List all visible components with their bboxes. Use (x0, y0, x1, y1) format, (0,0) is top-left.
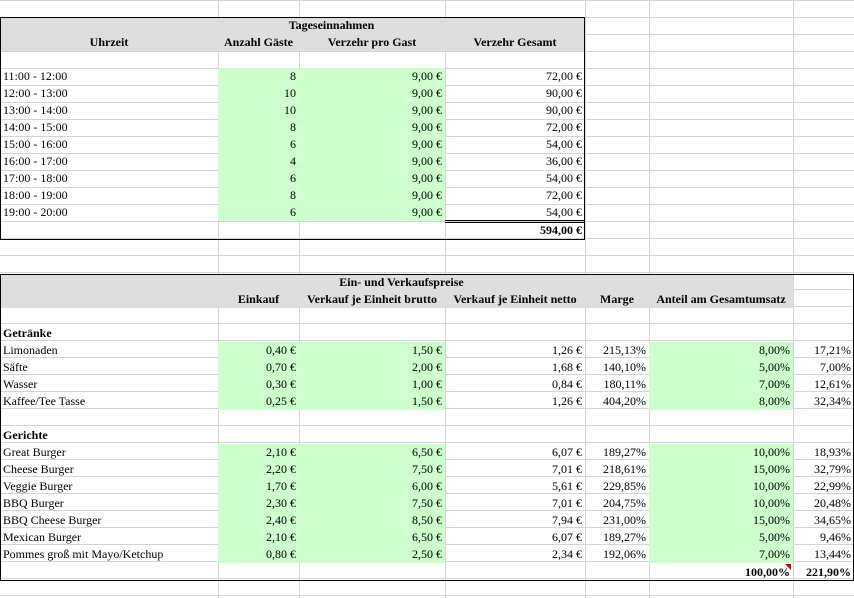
cell-share[interactable]: 10,00% (753, 479, 790, 493)
cell-sale-gross[interactable]: 6,00 € (412, 479, 442, 493)
cell-purchase[interactable]: 2,20 € (266, 462, 296, 476)
cell-sale-net[interactable]: 1,26 € (552, 394, 582, 408)
cell-item-name[interactable]: Kaffee/Tee Tasse (3, 394, 86, 408)
cell-spend-per-guest[interactable]: 9,00 € (412, 103, 442, 117)
header-margin: Marge (600, 292, 634, 306)
cell-spend-per-guest[interactable]: 9,00 € (412, 205, 442, 219)
header-purchase: Einkauf (237, 292, 280, 306)
cell-guests[interactable]: 4 (290, 154, 296, 168)
cell-sale-net[interactable]: 6,07 € (552, 445, 582, 459)
cell-spend-total[interactable]: 90,00 € (546, 103, 582, 117)
cell-purchase[interactable]: 0,40 € (266, 343, 296, 357)
cell-spend-per-guest[interactable]: 9,00 € (412, 69, 442, 83)
cell-spend-total[interactable]: 72,00 € (546, 120, 582, 134)
cell-spend-total[interactable]: 36,00 € (546, 154, 582, 168)
cell-guests[interactable]: 6 (290, 171, 296, 185)
cell-item-name[interactable]: Säfte (3, 360, 28, 374)
cell-time[interactable]: 13:00 - 14:00 (3, 103, 68, 117)
cell-sale-gross[interactable]: 2,00 € (412, 360, 442, 374)
cell-spend-per-guest[interactable]: 9,00 € (412, 171, 442, 185)
group-heading: Gerichte (3, 428, 48, 442)
cell-spend-total[interactable]: 90,00 € (546, 86, 582, 100)
cell-item-name[interactable]: Great Burger (3, 445, 66, 459)
cell-item-name[interactable]: Limonaden (3, 343, 58, 357)
cell-purchase[interactable]: 1,70 € (266, 479, 296, 493)
cell-item-name[interactable]: Pommes groß mit Mayo/Ketchup (3, 547, 164, 561)
cell-sale-net[interactable]: 1,68 € (552, 360, 582, 374)
cell-sale-gross[interactable]: 6,50 € (412, 445, 442, 459)
cell-sale-gross[interactable]: 1,50 € (412, 343, 442, 357)
cell-spend-per-guest[interactable]: 9,00 € (412, 137, 442, 151)
cell-sale-gross[interactable]: 6,50 € (412, 530, 442, 544)
cell-item-name[interactable]: Mexican Burger (3, 530, 82, 544)
cell-item-name[interactable]: Cheese Burger (3, 462, 74, 476)
cell-margin[interactable]: 140,10% (603, 360, 646, 374)
cell-purchase[interactable]: 2,10 € (266, 445, 296, 459)
cell-weighted-margin[interactable]: 13,44% (814, 547, 851, 561)
cell-sale-net[interactable]: 7,01 € (552, 496, 582, 510)
cell-share[interactable]: 7,00% (759, 547, 790, 561)
cell-spend-total[interactable]: 54,00 € (546, 137, 582, 151)
cell-guests[interactable]: 8 (290, 69, 296, 83)
cell-weighted-margin[interactable]: 34,65% (814, 513, 851, 527)
cell-margin[interactable]: 189,27% (603, 445, 646, 459)
cell-margin[interactable]: 231,00% (603, 513, 646, 527)
cell-margin[interactable]: 189,27% (603, 530, 646, 544)
cell-margin[interactable]: 404,20% (603, 394, 646, 408)
cell-guests[interactable]: 10 (284, 103, 296, 117)
cell-purchase[interactable]: 2,30 € (266, 496, 296, 510)
cell-time[interactable]: 14:00 - 15:00 (3, 120, 68, 134)
header-time: Uhrzeit (89, 35, 129, 49)
cell-weighted-margin[interactable]: 32,79% (814, 462, 851, 476)
cell-sale-gross[interactable]: 2,50 € (412, 547, 442, 561)
cell-time[interactable]: 17:00 - 18:00 (3, 171, 68, 185)
cell-sale-gross[interactable]: 7,50 € (412, 462, 442, 476)
cell-guests[interactable]: 6 (290, 205, 296, 219)
cell-item-name[interactable]: Wasser (3, 377, 38, 391)
cell-time[interactable]: 11:00 - 12:00 (3, 69, 68, 83)
cell-share[interactable]: 8,00% (759, 394, 790, 408)
cell-weighted-margin[interactable]: 22,99% (814, 479, 851, 493)
cell-weighted-margin[interactable]: 18,93% (814, 445, 851, 459)
cell-weighted-margin[interactable]: 17,21% (814, 343, 851, 357)
prices-title: Ein- und Verkaufspreise (339, 275, 464, 289)
cell-item-name[interactable]: BBQ Cheese Burger (3, 513, 102, 527)
cell-spend-per-guest[interactable]: 9,00 € (412, 154, 442, 168)
cell-sale-net[interactable]: 7,01 € (552, 462, 582, 476)
cell-spend-per-guest[interactable]: 9,00 € (412, 120, 442, 134)
cell-weighted-total[interactable]: 221,90% (806, 565, 851, 579)
cell-weighted-margin[interactable]: 32,34% (814, 394, 851, 408)
border-bottom-table1 (0, 239, 585, 240)
cell-spend-per-guest[interactable]: 9,00 € (412, 86, 442, 100)
cell-sale-net[interactable]: 1,26 € (552, 343, 582, 357)
cell-item-name[interactable]: Veggie Burger (3, 479, 73, 493)
cell-purchase[interactable]: 0,25 € (266, 394, 296, 408)
cell-margin[interactable]: 218,61% (603, 462, 646, 476)
cell-time[interactable]: 18:00 - 19:00 (3, 188, 68, 202)
cell-margin[interactable]: 204,75% (603, 496, 646, 510)
header-sale-gross: Verkauf je Einheit brutto (307, 292, 437, 306)
cell-sale-gross[interactable]: 7,50 € (412, 496, 442, 510)
cell-time[interactable]: 15:00 - 16:00 (3, 137, 68, 151)
cell-sale-net[interactable]: 2,34 € (552, 547, 582, 561)
cell-weighted-margin[interactable]: 20,48% (814, 496, 851, 510)
cell-share[interactable]: 5,00% (759, 360, 790, 374)
cell-share[interactable]: 10,00% (753, 445, 790, 459)
cell-spend-total[interactable]: 54,00 € (546, 171, 582, 185)
cell-sale-net[interactable]: 5,61 € (552, 479, 582, 493)
cell-time[interactable]: 12:00 - 13:00 (3, 86, 68, 100)
cell-margin[interactable]: 229,85% (603, 479, 646, 493)
cell-margin[interactable]: 180,11% (603, 377, 646, 391)
cell-grand-total[interactable]: 594,00 € (540, 223, 582, 237)
cell-item-name[interactable]: BBQ Burger (3, 496, 64, 510)
cell-spend-total[interactable]: 54,00 € (546, 205, 582, 219)
cell-share-total[interactable]: 100,00% (745, 565, 790, 579)
cell-sale-net[interactable]: 6,07 € (552, 530, 582, 544)
cell-guests[interactable]: 6 (290, 137, 296, 151)
cell-sale-gross[interactable]: 1,00 € (412, 377, 442, 391)
group-heading: Getränke (3, 326, 52, 340)
cell-spend-per-guest[interactable]: 9,00 € (412, 188, 442, 202)
cell-weighted-margin[interactable]: 7,00% (820, 360, 851, 374)
cell-time[interactable]: 19:00 - 20:00 (3, 205, 68, 219)
revenue-title: Tageseinnahmen (288, 18, 375, 32)
cell-purchase[interactable]: 0,70 € (266, 360, 296, 374)
cell-sale-net[interactable]: 0,84 € (552, 377, 582, 391)
cell-purchase[interactable]: 2,10 € (266, 530, 296, 544)
cell-weighted-margin[interactable]: 9,46% (820, 530, 851, 544)
cell-share[interactable]: 15,00% (753, 462, 790, 476)
cell-sale-gross[interactable]: 1,50 € (412, 394, 442, 408)
header-spend-total: Verzehr Gesamt (473, 35, 557, 49)
cell-purchase[interactable]: 0,30 € (266, 377, 296, 391)
header-share: Anteil am Gesamtumsatz (656, 292, 786, 306)
cell-share[interactable]: 5,00% (759, 530, 790, 544)
cell-weighted-margin[interactable]: 12,61% (814, 377, 851, 391)
cell-spend-total[interactable]: 72,00 € (546, 69, 582, 83)
cell-share[interactable]: 15,00% (753, 513, 790, 527)
cell-guests[interactable]: 8 (290, 188, 296, 202)
cell-margin[interactable]: 192,06% (603, 547, 646, 561)
cell-share[interactable]: 10,00% (753, 496, 790, 510)
cell-margin[interactable]: 215,13% (603, 343, 646, 357)
cell-purchase[interactable]: 2,40 € (266, 513, 296, 527)
header-sale-net: Verkauf je Einheit netto (453, 292, 577, 306)
cell-sale-net[interactable]: 7,94 € (552, 513, 582, 527)
cell-purchase[interactable]: 0,80 € (266, 547, 296, 561)
cell-guests[interactable]: 8 (290, 120, 296, 134)
cell-guests[interactable]: 10 (284, 86, 296, 100)
cell-share[interactable]: 8,00% (759, 343, 790, 357)
cell-spend-total[interactable]: 72,00 € (546, 188, 582, 202)
cell-share[interactable]: 7,00% (759, 377, 790, 391)
header-guests: Anzahl Gäste (224, 35, 293, 49)
cell-sale-gross[interactable]: 8,50 € (412, 513, 442, 527)
header-spend-per-guest: Verzehr pro Gast (327, 35, 417, 49)
cell-time[interactable]: 16:00 - 17:00 (3, 154, 68, 168)
